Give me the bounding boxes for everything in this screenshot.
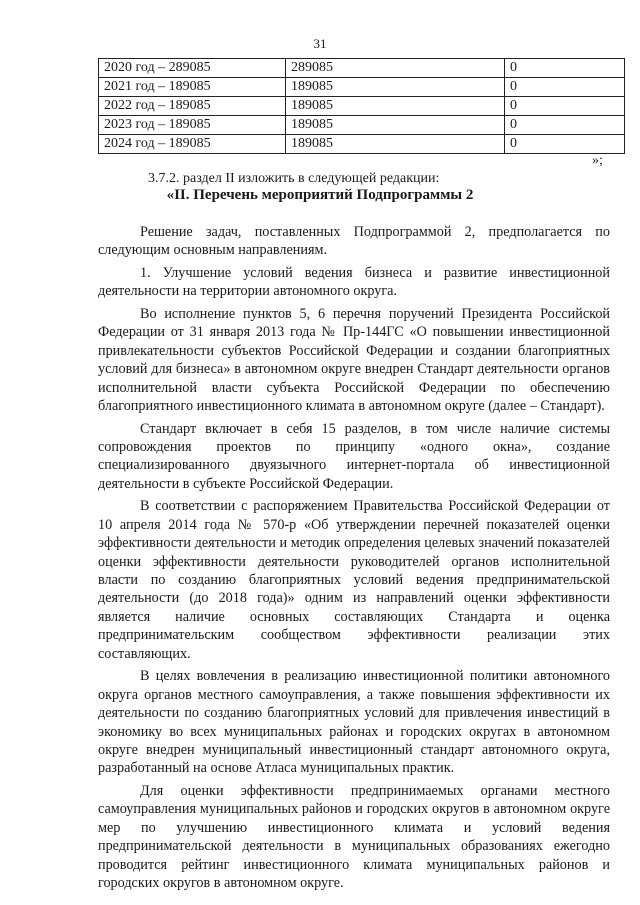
table-cell-year: 2022 год – 189085 bbox=[99, 97, 286, 116]
table-cell-amount: 189085 bbox=[286, 116, 505, 135]
table-cell-year: 2024 год – 189085 bbox=[99, 135, 286, 154]
paragraph-rating: Для оценки эффективности предпринимаемых органами местного самоуправления муниципальных районов и городских округов в автономном округе мер по улучшению инвестиционного климата и условий ведения предпринимательской деятельности в муниципальных образованиях ежегодно проводится рейтинг инвестиционного климата муниципальных районов и городских округов в автономном округе. bbox=[98, 782, 610, 891]
paragraph-standard-introduced: Во исполнение пунктов 5, 6 перечня поручений Президента Российской Федерации от 31 января 2013 года № Пр-144ГС «О повышении инвестиционной привлекательности субъектов Российской Федерации и создании благоприятных условий для бизнеса» в автономном округе внедрен Стандарт деятельности органов исполнительной власти субъекта Российской Федерации по обеспечению благоприятного инвестиционного климата в автономном округе (далее – Стандарт). bbox=[98, 306, 610, 415]
paragraph-municipal-standard: В целях вовлечения в реализацию инвестиционной политики автономного округа органов местного самоуправления, а также повышения эффективности их деятельности по созданию благоприятных условий для привлечения инвестиций в экономику во всех муниципальных районах и городских округах в автономном округе внедрен муниципальный инвестиционный стандарт автономного округа, разработанный на основе Атласа муниципальных практик. bbox=[98, 668, 610, 777]
section-title: «II. Перечень мероприятий Подпрограммы 2 bbox=[166, 187, 474, 203]
table-cell-zero: 0 bbox=[505, 116, 625, 135]
closing-quote: »; bbox=[592, 153, 603, 168]
table-cell-zero: 0 bbox=[505, 59, 625, 78]
table-row bbox=[99, 78, 625, 97]
funding-by-year-table bbox=[98, 58, 625, 154]
paragraph-government-order: В соответствии с распоряжением Правительства Российской Федерации от 10 апреля 2014 года № 570-р «Об утверждении перечней показателей оценки эффективности деятельности и методик определения целевых значений показателей оценки эффективности деятельности руководителей органов исполнительной власти по созданию благоприятных условий ведения предпринимательской деятельности (до 2018 года)» одним из направлений оценки эффективности является наличие основных составляющих Стандарта и оценка предпринимательским сообществом эффективности реализации этих составляющих. bbox=[98, 498, 610, 662]
table-row bbox=[99, 116, 625, 135]
document-body bbox=[98, 223, 610, 897]
table-cell-year: 2023 год – 189085 bbox=[99, 116, 286, 135]
table-cell-amount: 189085 bbox=[286, 97, 505, 116]
paragraph-intro: Решение задач, поставленных Подпрограммой 2, предполагается по следующим основным направлениям. bbox=[98, 224, 610, 259]
table-row bbox=[99, 59, 625, 78]
paragraph-standard-sections: Стандарт включает в себя 15 разделов, в том числе наличие системы сопровождения проектов по принципу «одного окна», создание специализированного двуязычного интернет-портала об инвестиционной деятельности в субъекте Российской Федерации. bbox=[98, 420, 610, 492]
table-cell-year: 2021 год – 189085 bbox=[99, 78, 286, 97]
table-cell-zero: 0 bbox=[505, 97, 625, 116]
table-cell-amount: 289085 bbox=[286, 59, 505, 78]
paragraph-direction-1: 1. Улучшение условий ведения бизнеса и развитие инвестиционной деятельности на территории автономного округа. bbox=[98, 265, 610, 300]
page-number: 31 bbox=[313, 36, 327, 51]
table-cell-amount: 189085 bbox=[286, 135, 505, 154]
table-cell-zero: 0 bbox=[505, 78, 625, 97]
table-row bbox=[99, 97, 625, 116]
table-row bbox=[99, 135, 625, 154]
table-cell-zero: 0 bbox=[505, 135, 625, 154]
section-reference: 3.7.2. раздел II изложить в следующей редакции: bbox=[148, 171, 440, 186]
table-cell-year: 2020 год – 289085 bbox=[99, 59, 286, 78]
table-cell-amount: 189085 bbox=[286, 78, 505, 97]
